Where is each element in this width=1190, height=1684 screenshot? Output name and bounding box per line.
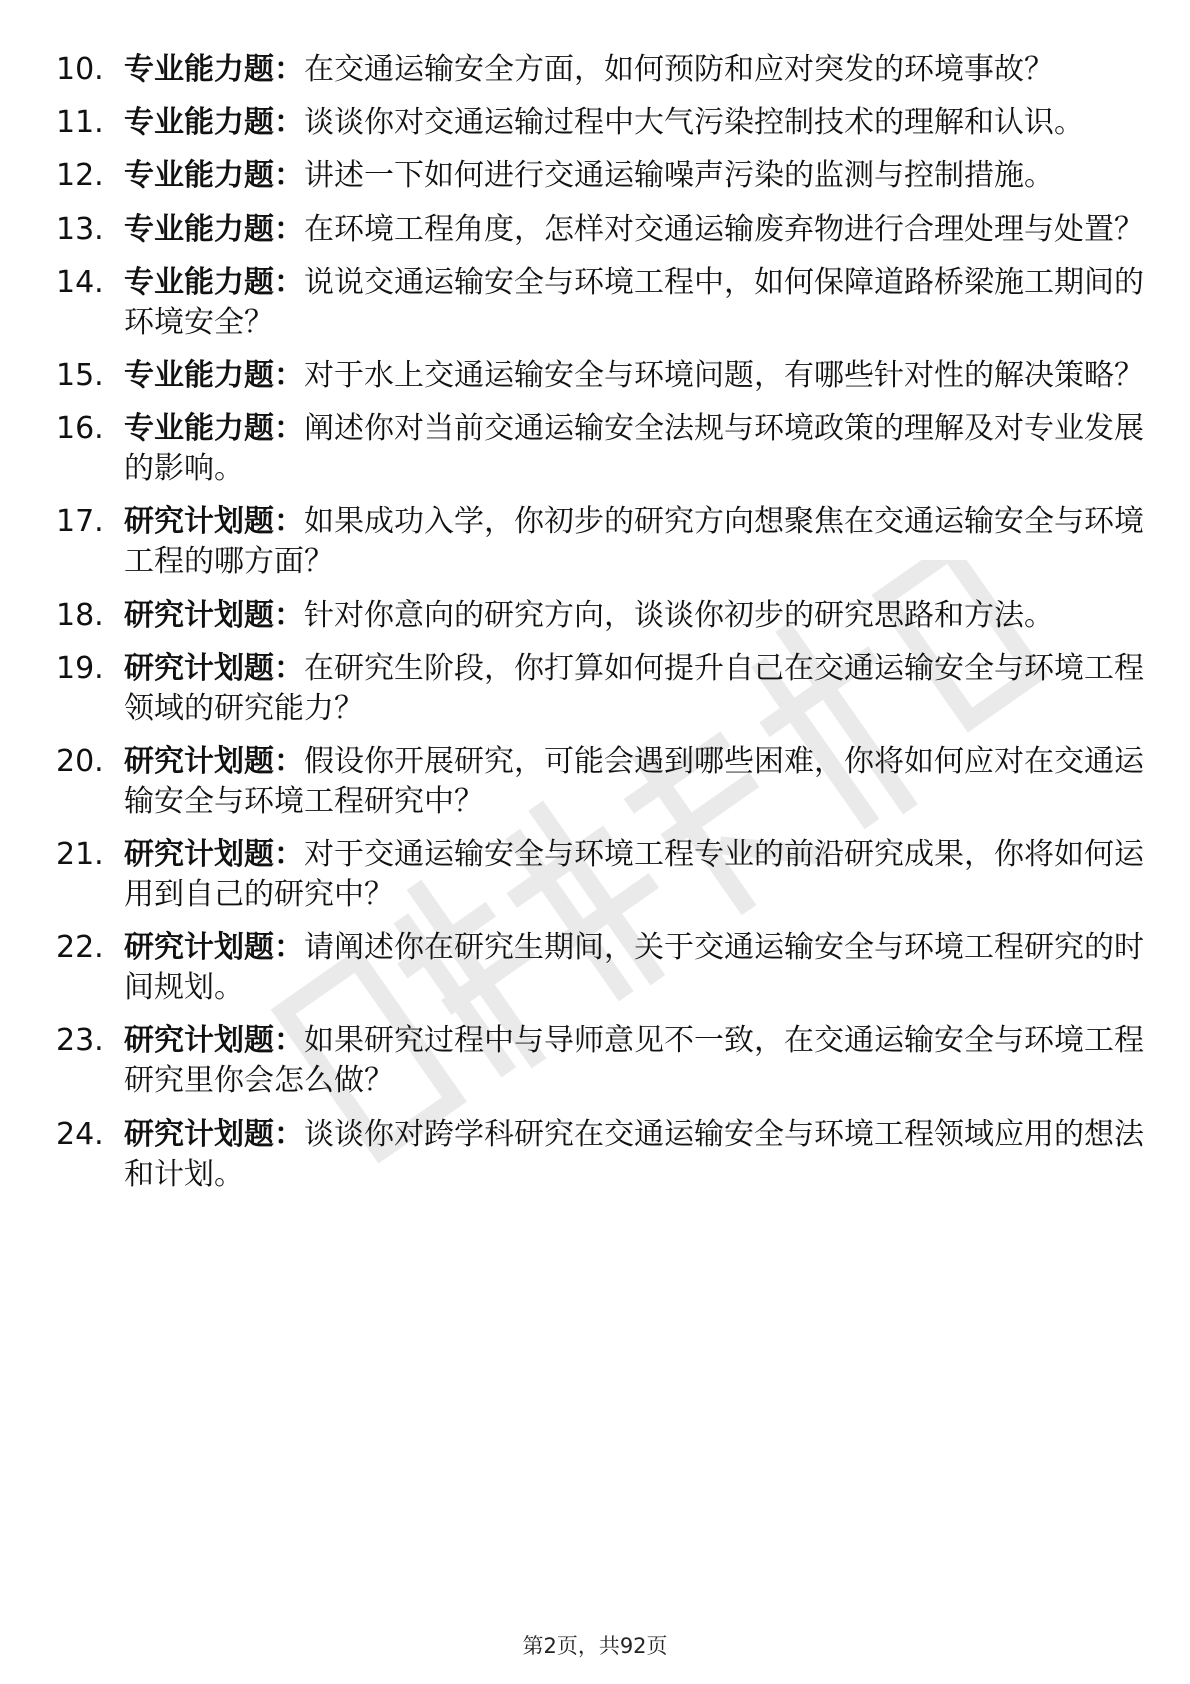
question-number: 17. [56, 504, 104, 540]
question-content [124, 502, 1146, 582]
question-item [56, 356, 1146, 396]
question-content [124, 1021, 1146, 1101]
question-number: 21. [56, 837, 104, 873]
question-content [124, 50, 1146, 90]
question-text: 对于水上交通运输安全与环境问题，有哪些针对性的解决策略？ [304, 357, 1144, 393]
question-text: 请阐述你在研究生期间，关于交通运输安全与环境工程研究的时间规划。 [124, 930, 1144, 1006]
question-text: 在环境工程角度，怎样对交通运输废弃物进行合理处理与处置？ [304, 211, 1144, 247]
question-number: 10. [56, 52, 104, 87]
question-category: 专业能力题： [124, 264, 304, 300]
question-category: 研究计划题： [124, 743, 304, 779]
question-text: 说说交通运输安全与环境工程中，如何保障道路桥梁施工期间的环境安全？ [124, 264, 1144, 340]
question-number: 18. [56, 597, 104, 633]
question-item [56, 156, 1146, 196]
question-text: 对于交通运输安全与环境工程专业的前沿研究成果，你将如何运用到自己的研究中？ [124, 837, 1144, 913]
question-content [124, 103, 1146, 143]
question-text: 在研究生阶段，你打算如何提升自己在交通运输安全与环境工程领域的研究能力？ [124, 650, 1144, 726]
question-category: 研究计划题： [124, 504, 304, 540]
question-category: 研究计划题： [124, 597, 304, 633]
question-text: 如果成功入学，你初步的研究方向想聚焦在交通运输安全与环境工程的哪方面？ [124, 504, 1144, 580]
question-item [56, 502, 1146, 582]
question-item [56, 263, 1146, 343]
question-number: 23. [56, 1023, 104, 1059]
question-category: 研究计划题： [124, 837, 304, 873]
question-item [56, 50, 1146, 90]
question-item [56, 835, 1146, 915]
question-number: 16. [56, 411, 104, 447]
question-content [124, 835, 1146, 915]
page-footer [0, 1632, 1190, 1660]
question-number: 19. [56, 650, 104, 686]
question-content [124, 1115, 1146, 1195]
question-content [124, 649, 1146, 729]
question-list [56, 50, 1146, 1208]
question-item [56, 928, 1146, 1008]
question-item [56, 103, 1146, 143]
question-item [56, 210, 1146, 250]
question-item [56, 409, 1146, 489]
question-number: 20. [56, 743, 104, 779]
question-item [56, 1115, 1146, 1195]
question-number: 14. [56, 264, 104, 300]
question-content [124, 596, 1146, 636]
question-item [56, 742, 1146, 822]
question-content [124, 263, 1146, 343]
question-category: 专业能力题： [124, 52, 304, 87]
question-text: 如果研究过程中与导师意见不一致，在交通运输安全与环境工程研究里你会怎么做？ [124, 1023, 1144, 1099]
question-number: 22. [56, 930, 104, 966]
question-content [124, 742, 1146, 822]
question-category: 专业能力题： [124, 158, 304, 194]
question-text: 假设你开展研究，可能会遇到哪些困难，你将如何应对在交通运输安全与环境工程研究中？ [124, 743, 1144, 819]
question-text: 在交通运输安全方面，如何预防和应对突发的环境事故？ [304, 52, 1054, 87]
question-number: 15. [56, 357, 104, 393]
question-category: 研究计划题： [124, 1023, 304, 1059]
question-category: 专业能力题： [124, 211, 304, 247]
question-content [124, 156, 1146, 196]
question-category: 研究计划题： [124, 650, 304, 686]
question-item [56, 649, 1146, 729]
question-content [124, 210, 1146, 250]
question-category: 专业能力题： [124, 105, 304, 141]
question-number: 12. [56, 158, 104, 194]
question-number: 24. [56, 1116, 104, 1152]
question-text: 针对你意向的研究方向，谈谈你初步的研究思路和方法。 [304, 597, 1054, 633]
question-item [56, 1021, 1146, 1101]
question-text: 讲述一下如何进行交通运输噪声污染的监测与控制措施。 [304, 158, 1054, 194]
question-number: 13. [56, 211, 104, 247]
question-text: 谈谈你对交通运输过程中大气污染控制技术的理解和认识。 [304, 105, 1084, 141]
question-text: 谈谈你对跨学科研究在交通运输安全与环境工程领域应用的想法和计划。 [124, 1116, 1144, 1192]
question-category: 专业能力题： [124, 411, 304, 447]
question-category: 研究计划题： [124, 930, 304, 966]
question-text: 阐述你对当前交通运输安全法规与环境政策的理解及对专业发展的影响。 [124, 411, 1144, 487]
question-item [56, 596, 1146, 636]
question-category: 研究计划题： [124, 1116, 304, 1152]
question-category: 专业能力题： [124, 357, 304, 393]
question-content [124, 928, 1146, 1008]
question-content [124, 356, 1146, 396]
question-content [124, 409, 1146, 489]
question-number: 11. [56, 105, 104, 141]
page-number-label: 第2页，共92页 [522, 1634, 668, 1658]
